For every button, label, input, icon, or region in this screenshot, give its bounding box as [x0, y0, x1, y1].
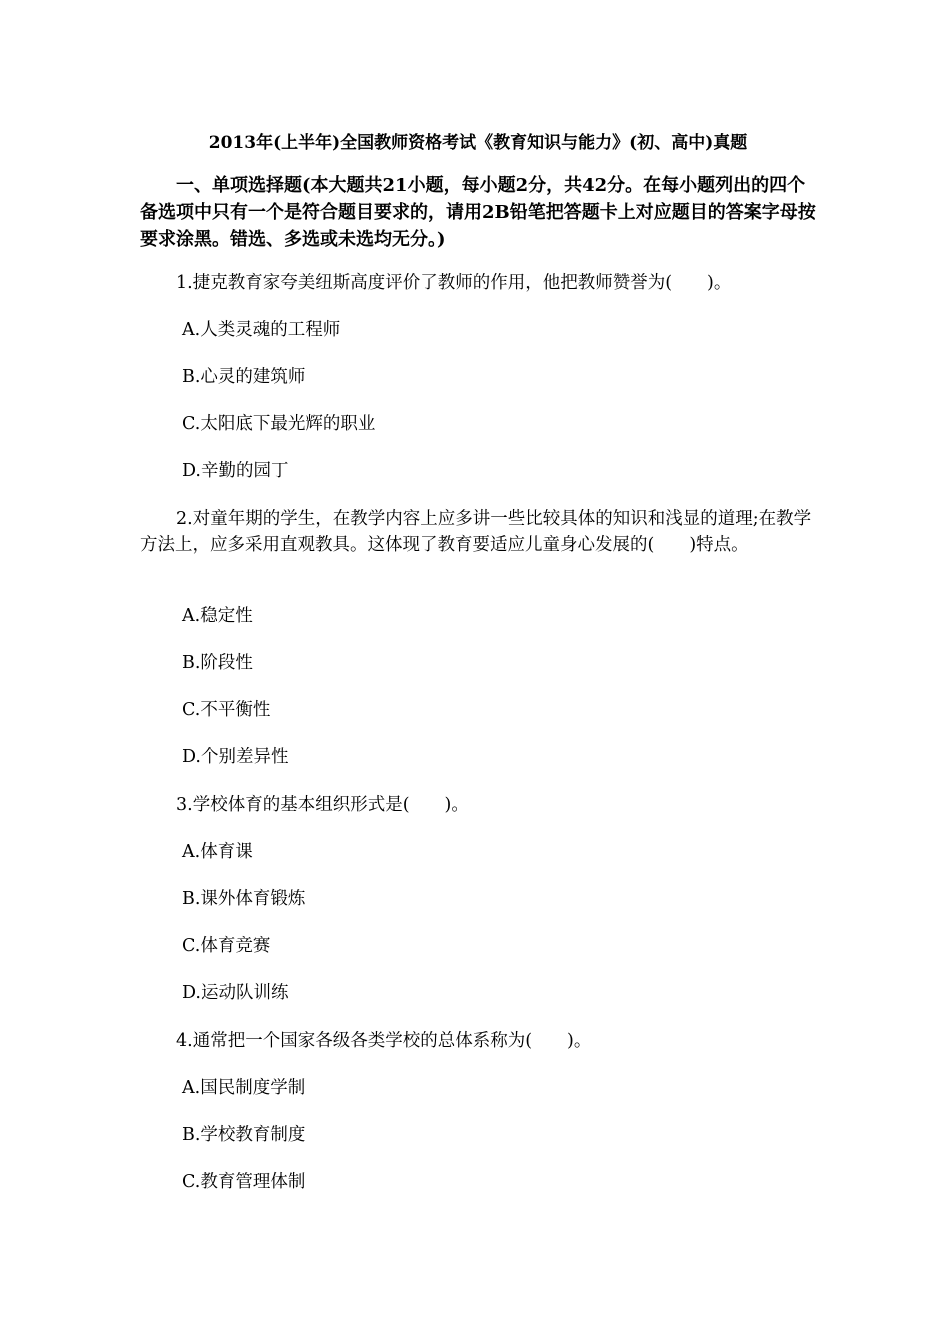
section-heading: 一、单项选择题(本大题共21小题，每小题2分，共42分。在每小题列出的四个备选项中只有一个是符合题目要求的，请用2B铅笔把答题卡上对应题目的答案字母按要求涂黑。错选、多选或未选均无分。) — [140, 175, 816, 250]
question-2-option-c: C.不平衡性 — [182, 700, 271, 720]
question-4-option-c: C.教育管理体制 — [182, 1172, 306, 1192]
question-3-option-d: D.运动队训练 — [182, 983, 289, 1003]
question-1-stem: 1.捷克教育家夸美纽斯高度评价了教师的作用，他把教师赞誉为( )。 — [176, 273, 732, 293]
question-1-option-c: C.太阳底下最光辉的职业 — [182, 414, 376, 434]
question-1-option-d: D.辛勤的园丁 — [182, 461, 289, 481]
question-4-option-a: A.国民制度学制 — [182, 1078, 306, 1098]
question-3-option-a: A.体育课 — [182, 842, 253, 862]
question-3-stem: 3.学校体育的基本组织形式是( )。 — [176, 795, 469, 815]
question-4-option-b: B.学校教育制度 — [182, 1125, 306, 1145]
question-2-stem: 2.对童年期的学生，在教学内容上应多讲一些比较具体的知识和浅显的道理;在教学方法上，应多采用直观教具。这体现了教育要适应儿童身心发展的( )特点。 — [140, 509, 812, 555]
question-2-option-a: A.稳定性 — [182, 606, 253, 626]
question-3-option-b: B.课外体育锻炼 — [182, 889, 306, 909]
question-2-option-b: B.阶段性 — [182, 653, 253, 673]
question-3-option-c: C.体育竞赛 — [182, 936, 271, 956]
question-1-option-a: A.人类灵魂的工程师 — [182, 320, 341, 340]
question-4-stem: 4.通常把一个国家各级各类学校的总体系称为( )。 — [176, 1031, 592, 1051]
page-title: 2013年(上半年)全国教师资格考试《教育知识与能力》(初、高中)真题 — [208, 133, 748, 153]
question-2-option-d: D.个别差异性 — [182, 747, 289, 767]
question-1-option-b: B.心灵的建筑师 — [182, 367, 306, 387]
